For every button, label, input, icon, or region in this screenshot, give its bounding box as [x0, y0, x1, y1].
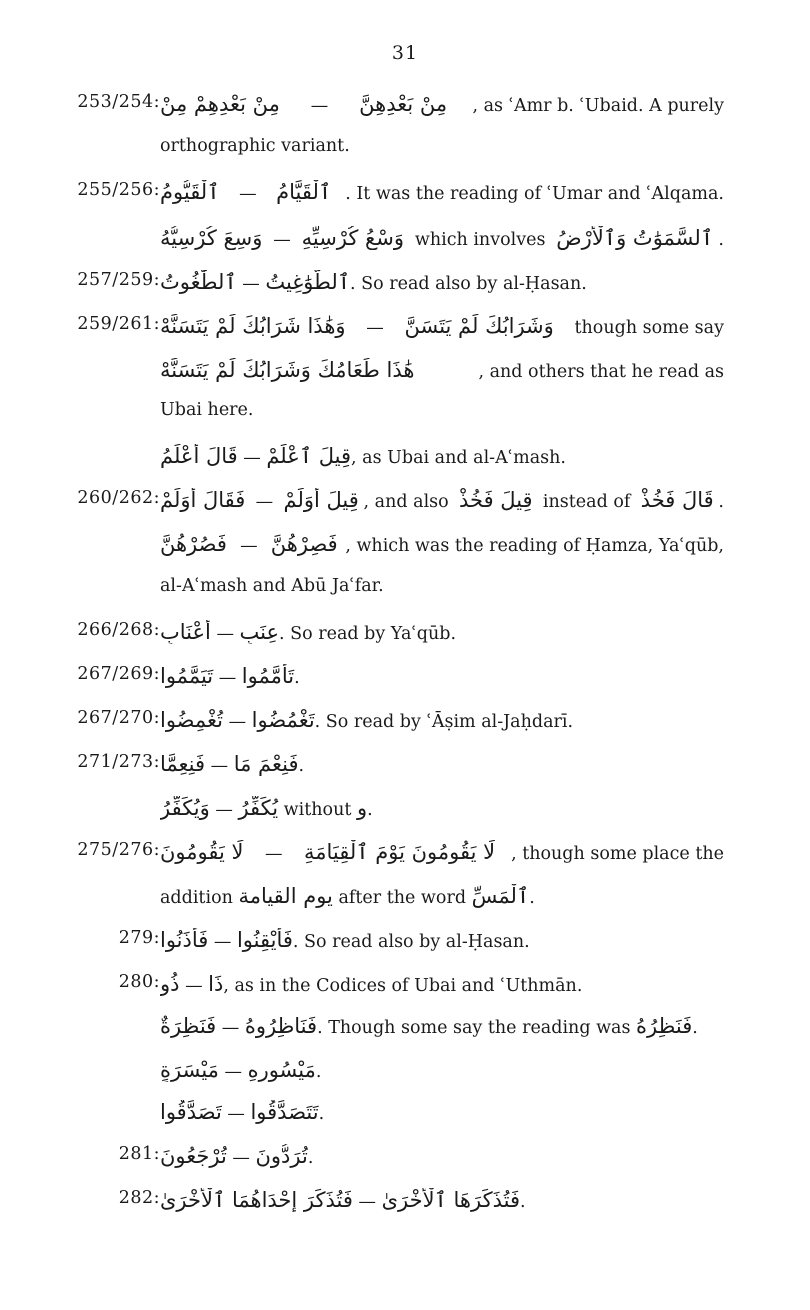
entry-line: [0, 884, 810, 928]
arabic-variant: ٱلْقَيُّومُ: [160, 180, 220, 204]
entry-text: [160, 840, 724, 864]
arabic-variant: لَا يَقُومُونَ يَوْمَ ٱلْقِيَامَةِ: [304, 840, 496, 864]
arabic-variant: عِنَبٍ: [239, 620, 280, 644]
arabic-variant: قَالَ أَعْلَمُ: [160, 444, 238, 468]
commentary-text: Ubai here.: [160, 400, 254, 420]
entry-line: [0, 840, 810, 884]
verse-reference: 255/256:: [77, 180, 160, 200]
verse-reference: 275/276:: [77, 840, 160, 860]
verse-reference: 260/262:: [77, 488, 160, 508]
commentary-text: —: [216, 1018, 245, 1038]
commentary-text: —: [179, 976, 209, 996]
entry-text: [160, 884, 724, 908]
entry-text: [160, 576, 724, 596]
arabic-variant: وَيُكَفِّرُ: [160, 796, 210, 820]
commentary-text: . So read also by al-Ḥasan.: [292, 932, 530, 952]
entry-line: [0, 972, 810, 1016]
entry-text: [160, 1188, 724, 1212]
commentary-text: without: [278, 800, 357, 820]
arabic-variant: ٱلسَّمَوَٰتُ وَٱلْأَرْضُ: [556, 226, 714, 250]
commentary-text: , and also: [363, 492, 455, 512]
entry-line: [0, 532, 810, 576]
commentary-text: —: [259, 844, 289, 864]
commentary-text: —: [226, 1148, 256, 1168]
verse-reference: 267/269:: [77, 664, 160, 684]
entry-text: [160, 664, 724, 688]
commentary-text: though some say: [568, 318, 724, 338]
commentary-text: —: [223, 712, 252, 732]
entry-line: [0, 664, 810, 708]
verse-reference: 253/254:: [77, 92, 160, 112]
entry-line: [0, 270, 810, 314]
entry-text: [160, 1014, 724, 1038]
entry-line: [0, 708, 810, 752]
commentary-text: —: [267, 230, 297, 250]
entry-text: [160, 358, 724, 382]
commentary-text: , and others that he read as: [478, 362, 724, 382]
entry-line: [0, 180, 810, 224]
arabic-variant: فَأَيْقِنُوا: [236, 928, 293, 952]
arabic-variant: ٱلطَّوَٰغِيتُ: [265, 270, 351, 294]
arabic-variant: فَصُرْهُنَّ: [160, 532, 227, 556]
arabic-variant: فَنِعْمَ مَا: [233, 752, 299, 776]
commentary-text: —: [209, 800, 239, 820]
entry-text: [160, 972, 724, 996]
entry-line: [0, 576, 810, 620]
page-number: 31: [391, 42, 419, 64]
commentary-text: —: [205, 756, 234, 776]
entry-text: [160, 314, 724, 338]
arabic-variant: تَتَصَدَّقُوا: [250, 1100, 319, 1124]
entry-text: [160, 1100, 724, 1124]
arabic-variant: مَيْسَرَةٍ: [160, 1058, 219, 1082]
arabic-variant: فَنَاظِرُوهُ: [244, 1014, 318, 1038]
arabic-variant: ٱلْقَيَّامُ: [276, 180, 332, 204]
verse-reference: 279:: [118, 928, 160, 948]
arabic-variant: لَا يَقُومُونَ: [160, 840, 244, 864]
commentary-text: .: [519, 1192, 526, 1212]
entry-text: [160, 620, 724, 644]
commentary-text: —: [208, 932, 237, 952]
commentary-text: . So read by Yaʿqūb.: [279, 624, 457, 644]
entry-text: [160, 752, 724, 776]
entry-line: [0, 488, 810, 532]
entry-line: [0, 1014, 810, 1058]
commentary-text: —: [236, 274, 266, 294]
entry-text: [160, 928, 724, 952]
verse-reference: 281:: [118, 1144, 160, 1164]
entry-text: [160, 708, 724, 732]
verse-reference: 271/273:: [77, 752, 160, 772]
arabic-variant: فَتُذَكِّرَ إِحْدَاهُمَا ٱلْأُخْرَىٰ: [160, 1188, 353, 1212]
entry-line: [0, 620, 810, 664]
entry-line: [0, 1100, 810, 1144]
arabic-variant: و: [356, 796, 368, 820]
arabic-variant: وَشَرَابُكَ لَمْ يَتَسَنَّ: [404, 314, 554, 338]
arabic-variant: ٱلطَّٰغُوتُ: [160, 270, 237, 294]
commentary-text: —: [360, 318, 390, 338]
entry-line: [0, 444, 810, 488]
commentary-text: —: [221, 1104, 251, 1124]
arabic-variant: يوم القيامة: [238, 884, 333, 908]
arabic-variant: وَسِعَ كُرْسِيُّهُ: [160, 226, 263, 250]
entry-line: [0, 1144, 810, 1188]
arabic-variant: تَيَمَّمُوا: [160, 664, 214, 688]
arabic-variant: فَتُذَكِّرَهَا ٱلْأُخْرَىٰ: [381, 1188, 520, 1212]
arabic-variant: قِيلَ أَوَلَمْ: [283, 488, 359, 512]
entry-text: [160, 270, 724, 294]
commentary-text: .: [298, 756, 305, 776]
arabic-variant: أَعْنَابٍ: [160, 620, 211, 644]
arabic-variant: مَيْسُورِهِ: [247, 1058, 316, 1082]
arabic-variant: يُكَفِّرُ: [238, 796, 279, 820]
entry-line: [0, 136, 810, 180]
commentary-text: . So read by ʿĀṣim al-Jaḥdarī.: [314, 712, 574, 732]
entry-text: [160, 796, 724, 820]
commentary-text: . Though some say the reading was: [317, 1018, 637, 1038]
entry-line: [0, 226, 810, 270]
commentary-text: after the word: [332, 888, 472, 908]
arabic-variant: فَصِرْهُنَّ: [270, 532, 338, 556]
arabic-variant: فَأْذَنُوا: [160, 928, 209, 952]
arabic-variant: ٱلْمَسِّ: [471, 884, 530, 908]
commentary-text: —: [233, 184, 263, 204]
entry-text: [160, 400, 724, 420]
entry-line: [0, 928, 810, 972]
entry-text: [160, 136, 724, 156]
commentary-text: .: [318, 1104, 325, 1124]
commentary-text: —: [210, 624, 240, 644]
commentary-text: .: [692, 1018, 698, 1038]
arabic-variant: فَقَالَ أَوَلَمْ: [160, 488, 246, 512]
entry-text: [160, 1058, 724, 1082]
arabic-variant: فَنَظِرَةٌ: [160, 1014, 217, 1038]
verse-reference: 267/270:: [77, 708, 160, 728]
commentary-text: .: [529, 888, 535, 908]
commentary-text: .: [367, 800, 373, 820]
entry-text: [160, 444, 724, 468]
entry-line: [0, 400, 810, 444]
arabic-variant: مِنْ بَعْدِهِمْ مِنْ: [160, 92, 280, 116]
commentary-text: al-Aʿmash and Abū Jaʿfar.: [160, 576, 384, 596]
commentary-text: , as Ubai and al-Aʿmash.: [351, 448, 566, 468]
entry-line: [0, 1188, 810, 1232]
arabic-variant: فَنَظِرُهُ: [636, 1014, 693, 1038]
arabic-variant: وَهَٰذَا شَرَابُكَ لَمْ يَتَسَنَّهْ: [160, 314, 346, 338]
arabic-variant: تُرْجَعُونَ: [160, 1144, 227, 1168]
arabic-variant: هَٰذَا طَعَامُكَ وَشَرَابُكَ لَمْ يَتَسَنَّهْ: [160, 358, 415, 382]
commentary-text: , which was the reading of Ḥamza, Yaʿqūb,: [345, 536, 724, 556]
verse-reference: 282:: [118, 1188, 160, 1208]
commentary-text: —: [237, 448, 267, 468]
arabic-variant: وَسْعُ كُرْسِيِّهِ: [301, 226, 404, 250]
commentary-text: .: [294, 668, 300, 688]
commentary-text: , as in the Codices of Ubai and ʿUthmān.: [223, 976, 583, 996]
entry-line: [0, 314, 810, 358]
entry-text: [160, 92, 724, 116]
commentary-text: —: [250, 492, 279, 512]
commentary-text: , as ʿAmr b. ʿUbaid. A purely: [472, 96, 724, 116]
entry-text: [160, 532, 724, 556]
arabic-variant: تَأَمَّمُوا: [241, 664, 295, 688]
entry-line: [0, 92, 810, 136]
commentary-text: . So read also by al-Ḥasan.: [350, 274, 587, 294]
commentary-text: —: [352, 1192, 382, 1212]
commentary-text: . It was the reading of ʿUmar and ʿAlqama.: [345, 184, 724, 204]
commentary-text: .: [718, 230, 724, 250]
entry-text: [160, 226, 724, 250]
arabic-variant: قِيلَ فَخُذْ: [459, 488, 533, 512]
verse-reference: 266/268:: [77, 620, 160, 640]
arabic-variant: ذُو: [160, 972, 180, 996]
commentary-text: orthographic variant.: [160, 136, 350, 156]
commentary-text: .: [315, 1062, 322, 1082]
verse-reference: 280:: [118, 972, 160, 992]
arabic-variant: قِيلَ ٱعْلَمْ: [266, 444, 352, 468]
arabic-variant: ذَا: [208, 972, 224, 996]
commentary-text: , though some place the: [511, 844, 724, 864]
commentary-text: —: [213, 668, 242, 688]
arabic-variant: فَنِعِمَّا: [160, 752, 206, 776]
entry-line: [0, 1058, 810, 1102]
entry-text: [160, 1144, 724, 1168]
commentary-text: which involves: [409, 230, 551, 250]
verse-reference: 259/261:: [77, 314, 160, 334]
commentary-text: —: [234, 536, 264, 556]
entry-line: [0, 358, 810, 402]
arabic-variant: مِنْ بَعْدِهِنَّ: [359, 92, 448, 116]
entry-line: [0, 796, 810, 840]
commentary-text: —: [305, 96, 334, 116]
commentary-text: —: [218, 1062, 248, 1082]
arabic-variant: قَالَ فَخُذْ: [640, 488, 714, 512]
commentary-text: instead of: [537, 492, 636, 512]
arabic-variant: تَصَدَّقُوا: [160, 1100, 222, 1124]
entry-text: [160, 180, 724, 204]
commentary-text: .: [307, 1148, 314, 1168]
entry-text: [160, 488, 724, 512]
arabic-variant: تَغْمُضُوا: [251, 708, 315, 732]
arabic-variant: تُغْمِضُوا: [160, 708, 224, 732]
arabic-variant: تُرَدُّونَ: [255, 1144, 308, 1168]
entry-line: [0, 752, 810, 796]
commentary-text: .: [718, 492, 724, 512]
verse-reference: 257/259:: [77, 270, 160, 290]
commentary-text: addition: [160, 888, 239, 908]
